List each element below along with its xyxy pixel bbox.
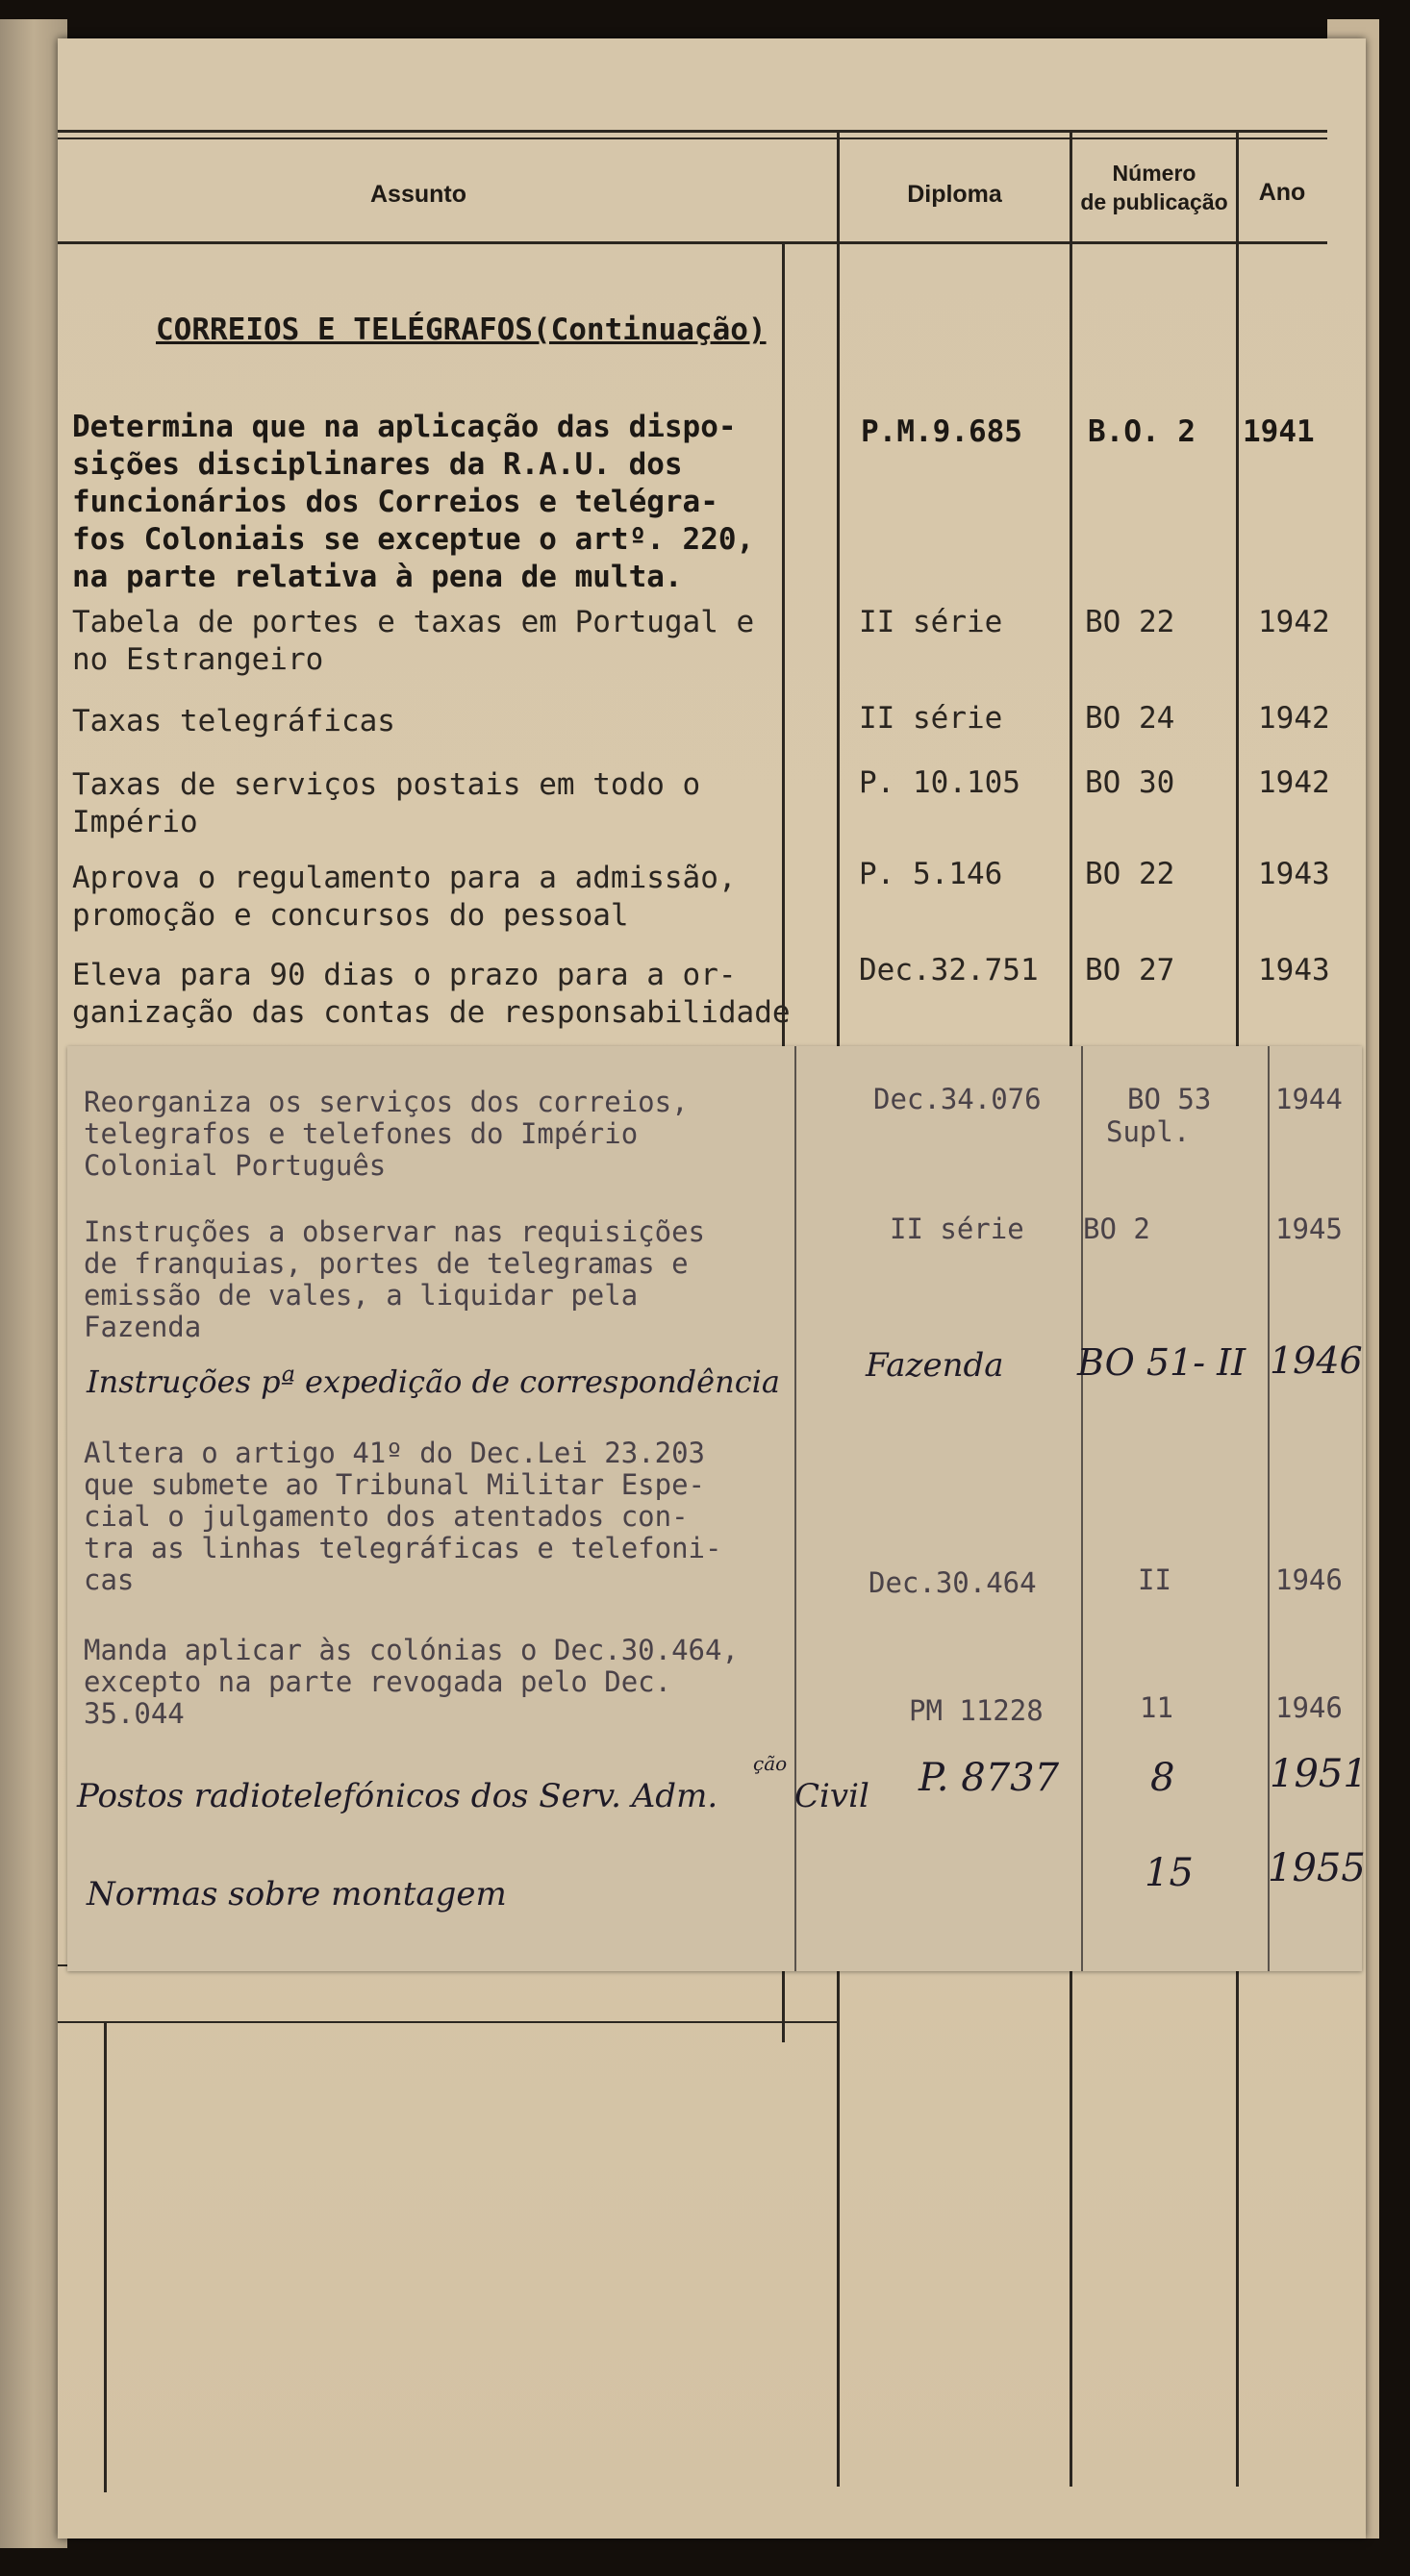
slip2-line2: de franquias, portes de telegramas e bbox=[84, 1247, 689, 1280]
slip1-diploma: Dec.34.076 bbox=[873, 1083, 1042, 1115]
slip7-numero: 15 bbox=[1145, 1851, 1194, 1895]
row2-line1: Tabela de portes e taxas em Portugal e bbox=[72, 605, 755, 639]
row1-diploma: P.M.9.685 bbox=[861, 414, 1022, 449]
bottom-rule-2 bbox=[58, 2021, 837, 2023]
slip-col-line-1 bbox=[794, 1046, 796, 1971]
header-numero-2: de publicação bbox=[1080, 189, 1228, 214]
slip6-superscript: ção bbox=[753, 1752, 788, 1775]
row3-numero: BO 24 bbox=[1085, 701, 1175, 736]
slip3-line1: Instruções pª expedição de correspondência bbox=[87, 1363, 780, 1400]
slip5-line3: 35.044 bbox=[84, 1697, 185, 1730]
slip2-line1: Instruções a observar nas requisições bbox=[84, 1215, 706, 1248]
slip7-line1: Normas sobre montagem bbox=[87, 1875, 507, 1913]
slip-col-line-3 bbox=[1268, 1046, 1270, 1971]
row2-ano: 1942 bbox=[1258, 605, 1330, 639]
slip5-diploma: PM 11228 bbox=[909, 1694, 1044, 1727]
slip3-numero: BO 51- II bbox=[1077, 1341, 1246, 1384]
slip1-numero-1: BO 53 bbox=[1127, 1083, 1212, 1115]
row4-diploma: P. 10.105 bbox=[859, 765, 1020, 800]
row6-numero: BO 27 bbox=[1085, 953, 1175, 988]
row6-line2: ganização das contas de responsabilidade bbox=[72, 995, 791, 1030]
row1-line5: na parte relativa à pena de multa. bbox=[72, 560, 683, 594]
row2-diploma: II série bbox=[859, 605, 1003, 639]
slip-col-line-2 bbox=[1081, 1046, 1083, 1971]
row3-line1: Taxas telegráficas bbox=[72, 704, 395, 738]
slip4-line1: Altera o artigo 41º do Dec.Lei 23.203 bbox=[84, 1437, 706, 1469]
row1-line3: funcionários dos Correios e telégra- bbox=[72, 485, 718, 519]
row6-line1: Eleva para 90 dias o prazo para a or- bbox=[72, 958, 737, 992]
slip1-numero-2: Supl. bbox=[1106, 1115, 1191, 1148]
row5-line1: Aprova o regulamento para a admissão, bbox=[72, 861, 737, 895]
row2-numero: BO 22 bbox=[1085, 605, 1175, 639]
slip3-diploma: Fazenda bbox=[866, 1346, 1004, 1385]
slip4-line4: tra as linhas telegráficas e telefoni- bbox=[84, 1532, 722, 1564]
header-rule bbox=[58, 241, 1327, 244]
row5-diploma: P. 5.146 bbox=[859, 857, 1003, 891]
slip4-diploma: Dec.30.464 bbox=[869, 1566, 1037, 1599]
row1-line2: sições disciplinares da R.A.U. dos bbox=[72, 447, 683, 482]
slip2-line4: Fazenda bbox=[84, 1311, 202, 1343]
header-assunto: Assunto bbox=[370, 181, 466, 208]
row1-line4: fos Coloniais se exceptue o artº. 220, bbox=[72, 522, 755, 557]
row6-ano: 1943 bbox=[1258, 953, 1330, 988]
row4-line1: Taxas de serviços postais em todo o bbox=[72, 767, 701, 802]
row5-ano: 1943 bbox=[1258, 857, 1330, 891]
slip5-ano: 1946 bbox=[1275, 1691, 1343, 1724]
slip1-line1: Reorganiza os serviços dos correios, bbox=[84, 1086, 689, 1118]
section-title: CORREIOS E TELÉGRAFOS(Continuação) bbox=[156, 313, 767, 347]
slip2-numero: BO 2 bbox=[1083, 1213, 1150, 1245]
row1-ano: 1941 bbox=[1243, 414, 1315, 449]
slip4-line2: que submete ao Tribunal Militar Espe- bbox=[84, 1468, 706, 1501]
top-rule-2 bbox=[58, 138, 1327, 139]
slip5-line2: excepto na parte revogada pelo Dec. bbox=[84, 1665, 672, 1698]
header-numero-1: Número bbox=[1112, 161, 1196, 186]
slip5-numero: 11 bbox=[1140, 1691, 1173, 1724]
row5-line2: promoção e concursos do pessoal bbox=[72, 898, 629, 933]
slip4-ano: 1946 bbox=[1275, 1563, 1343, 1596]
row5-numero: BO 22 bbox=[1085, 857, 1175, 891]
row4-numero: BO 30 bbox=[1085, 765, 1175, 800]
row3-diploma: II série bbox=[859, 701, 1003, 736]
slip4-line3: cial o julgamento dos atentados con- bbox=[84, 1500, 689, 1533]
slip1-line3: Colonial Português bbox=[84, 1149, 387, 1182]
slip1-line2: telegrafos e telefones do Império bbox=[84, 1117, 639, 1150]
bottom-col-line bbox=[104, 2021, 107, 2492]
slip4-line5: cas bbox=[84, 1563, 135, 1596]
row2-line2: no Estrangeiro bbox=[72, 642, 324, 677]
slip6-ano: 1951 bbox=[1270, 1752, 1368, 1796]
row4-line2: Império bbox=[72, 805, 198, 839]
slip1-ano: 1944 bbox=[1275, 1083, 1343, 1115]
row1-line1: Determina que na aplicação das dispo- bbox=[72, 410, 737, 444]
row3-ano: 1942 bbox=[1258, 701, 1330, 736]
header-ano: Ano bbox=[1258, 179, 1306, 206]
slip6-line2: Civil bbox=[794, 1777, 869, 1815]
slip3-ano: 1946 bbox=[1270, 1339, 1363, 1382]
slip6-line1: Postos radiotelefónicos dos Serv. Adm. bbox=[77, 1777, 718, 1815]
slip5-line1: Manda aplicar às colónias o Dec.30.464, bbox=[84, 1634, 739, 1666]
slip2-ano: 1945 bbox=[1275, 1213, 1343, 1245]
slip2-line3: emissão de vales, a liquidar pela bbox=[84, 1279, 639, 1312]
top-rule bbox=[58, 130, 1327, 133]
row1-numero: B.O. 2 bbox=[1088, 414, 1196, 449]
slip7-ano: 1955 bbox=[1268, 1846, 1366, 1890]
slip6-numero: 8 bbox=[1150, 1756, 1175, 1800]
slip4-numero: II bbox=[1138, 1563, 1171, 1596]
header-diploma: Diploma bbox=[907, 181, 1002, 208]
row6-diploma: Dec.32.751 bbox=[859, 953, 1039, 988]
slip6-diploma: P. 8737 bbox=[919, 1756, 1060, 1800]
slip2-diploma: II série bbox=[890, 1213, 1024, 1245]
row4-ano: 1942 bbox=[1258, 765, 1330, 800]
